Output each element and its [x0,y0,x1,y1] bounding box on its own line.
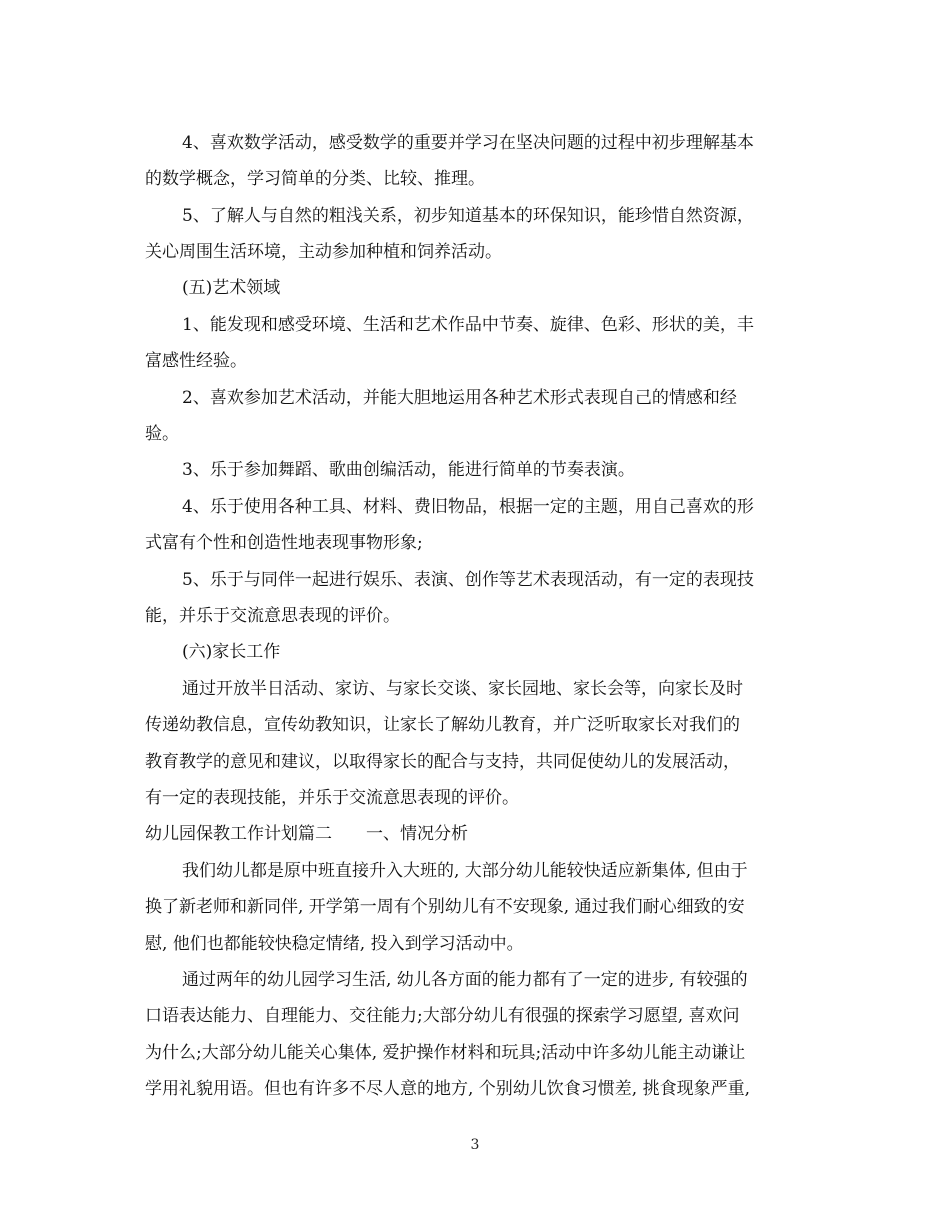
text-line: 为什么;大部分幼儿能关心集体, 爱护操作材料和玩具;活动中许多幼儿能主动谦让 [145,1043,746,1063]
text-line: 5、乐于与同伴一起进行娱乐、表演、创作等艺术表现活动，有一定的表现技 [182,570,754,590]
text-line: 通过两年的幼儿园学习生活, 幼儿各方面的能力都有了一定的进步, 有较强的 [182,970,748,990]
text-line: 式富有个性和创造性地表现事物形象; [145,533,423,553]
text-line: 有一定的表现技能，并乐于交流意思表现的评价。 [145,788,519,808]
section-heading: (六)家长工作 [182,642,281,662]
section-title: 幼儿园保教工作计划篇二 一、情况分析 [145,824,468,844]
text-line: 5、了解人与自然的粗浅关系，初步知道基本的环保知识，能珍惜自然资源， [182,206,754,226]
text-line: 的数学概念，学习简单的分类、比较、推理。 [145,169,485,189]
text-line: 我们幼儿都是原中班直接升入大班的, 大部分幼儿能较快适应新集体, 但由于 [182,861,748,881]
text-line: 换了新老师和新同伴, 开学第一周有个别幼儿有不安现象, 通过我们耐心细致的安 [145,897,745,917]
text-line: 4、喜欢数学活动，感受数学的重要并学习在坚决问题的过程中初步理解基本 [182,133,754,153]
text-line: 教育教学的意见和建议，以取得家长的配合与支持，共同促使幼儿的发展活动， [145,752,740,772]
text-line: 2、喜欢参加艺术活动，并能大胆地运用各种艺术形式表现自己的情感和经 [182,388,737,408]
text-line: 4、乐于使用各种工具、材料、费旧物品，根据一定的主题，用自己喜欢的形 [182,497,754,517]
text-line: 富感性经验。 [145,351,247,371]
text-line: 验。 [145,424,179,444]
page-number: 3 [470,1137,480,1153]
text-line: 能，并乐于交流意思表现的评价。 [145,606,400,626]
text-line: 传递幼教信息，宣传幼教知识，让家长了解幼儿教育，并广泛听取家长对我们的 [145,715,740,735]
text-line: 3、乐于参加舞蹈、歌曲创编活动，能进行简单的节奏表演。 [182,460,635,480]
text-line: 关心周围生活环境，主动参加种植和饲养活动。 [145,242,502,262]
text-line: 1、能发现和感受环境、生活和艺术作品中节奏、旋律、色彩、形状的美，丰 [182,315,754,335]
text-line: 学用礼貌用语。但也有许多不尽人意的地方, 个别幼儿饮食习惯差, 挑食现象严重, [145,1079,751,1099]
section-heading: (五)艺术领域 [182,278,281,298]
text-line: 口语表达能力、自理能力、交往能力;大部分幼儿有很强的探索学习愿望, 喜欢问 [145,1006,740,1026]
text-line: 慰, 他们也都能较快稳定情绪, 投入到学习活动中。 [145,934,524,954]
text-line: 通过开放半日活动、家访、与家长交谈、家长园地、家长会等，向家长及时 [182,679,743,699]
